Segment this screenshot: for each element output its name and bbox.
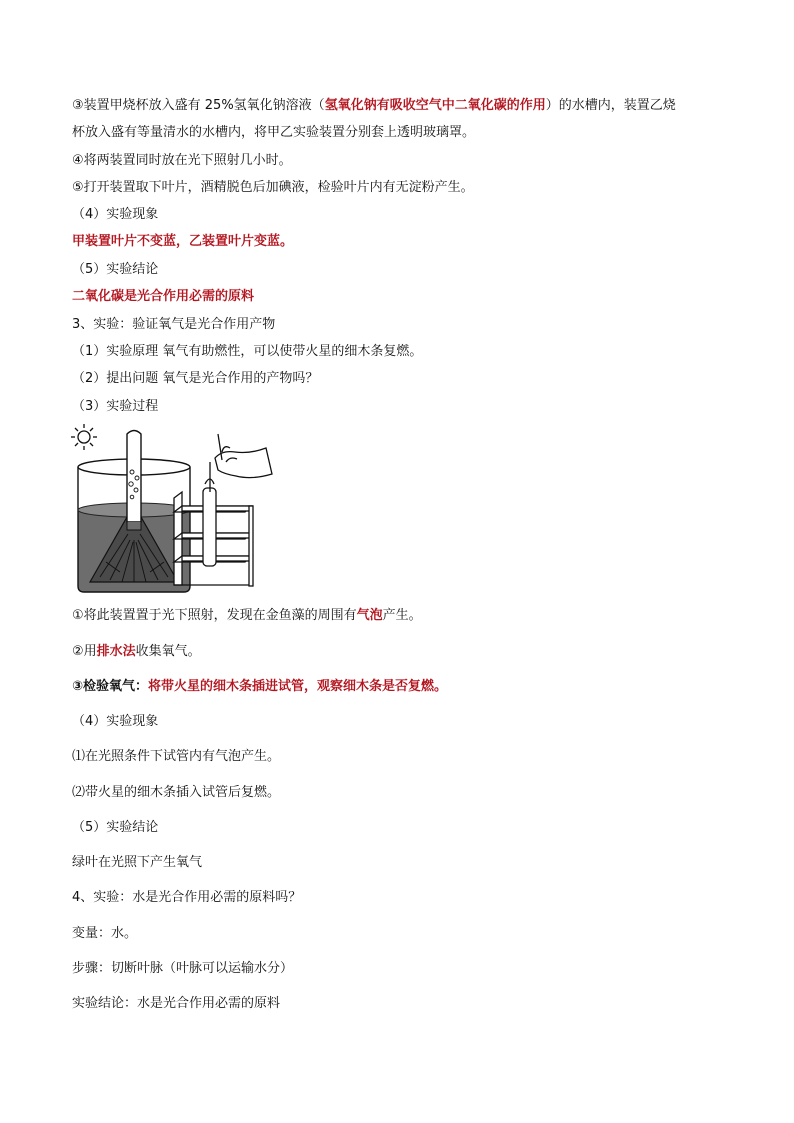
- process-step1: [72, 607, 422, 625]
- question-line: （2）提出问题 氧气是光合作用的产物吗？: [72, 371, 319, 386]
- principle-line: （1）实验原理 氧气有助燃性，可以使带火星的细木条复燃。: [72, 344, 423, 359]
- step3b-emphasis: 将带火星的细木条插进试管，观察细木条是否复燃。: [148, 679, 448, 694]
- sun-icon: [71, 424, 97, 450]
- s3-conclusion-heading: （5）实验结论: [72, 820, 159, 835]
- step1-emphasis: 气泡: [356, 608, 383, 623]
- step1-text-a: ①将此装置置于光下照射，发现在金鱼藻的周围有: [72, 608, 357, 623]
- phenomenon-text: 甲装置叶片不变蓝，乙装置叶片变蓝。: [72, 234, 294, 249]
- section3-title: 3、实验：验证氧气是光合作用产物: [72, 317, 276, 332]
- beaker: [78, 431, 190, 593]
- phenomenon-heading: （4）实验现象: [72, 207, 159, 222]
- step1-text-c: 产生。: [382, 608, 422, 623]
- section4-title: 4、实验：水是光合作用必需的原料吗？: [72, 890, 302, 905]
- s4-variable: 变量：水。: [72, 926, 138, 941]
- s3-phenomenon-1: ⑴在光照条件下试管内有气泡产生。: [72, 749, 281, 764]
- step3-text-c: ）的水槽内，装置乙烧: [545, 98, 676, 113]
- process-step2: [72, 643, 201, 661]
- s4-conclusion: 实验结论：水是光合作用必需的原料: [72, 996, 281, 1011]
- s4-steps: 步骤：切断叶脉（叶脉可以运输水分）: [72, 961, 294, 976]
- conclusion-text: 二氧化碳是光合作用必需的原料: [72, 289, 255, 304]
- process-step3: [72, 678, 447, 696]
- step3b-text-a: ③检验氧气：: [72, 679, 149, 694]
- step3-text-a: ③装置甲烧杯放入盛有 25%氢氧化钠溶液（: [72, 98, 325, 113]
- s3-phenomenon-heading: （4）实验现象: [72, 714, 159, 729]
- step3-emphasis: 氢氧化钠有吸收空气中二氧化碳的作用: [324, 98, 546, 113]
- step2-text-a: ②用: [72, 644, 97, 659]
- experiment-figure: [70, 422, 275, 594]
- step3-line: [72, 97, 676, 115]
- hand-with-splint-icon: [215, 434, 272, 478]
- step5-line: ⑤打开装置取下叶片，酒精脱色后加碘液，检验叶片内有无淀粉产生。: [72, 180, 474, 195]
- step4-line: ④将两装置同时放在光下照射几小时。: [72, 153, 292, 168]
- s3-conclusion-text: 绿叶在光照下产生氧气: [72, 855, 203, 870]
- step2-emphasis: 排水法: [96, 644, 136, 659]
- conclusion-heading: （5）实验结论: [72, 262, 159, 277]
- step3-cont: 杯放入盛有等量清水的水槽内，将甲乙实验装置分别套上透明玻璃罩。: [72, 125, 476, 140]
- s3-phenomenon-2: ⑵带火星的细木条插入试管后复燃。: [72, 785, 281, 800]
- step2-text-c: 收集氧气。: [135, 644, 201, 659]
- process-heading: （3）实验过程: [72, 399, 159, 414]
